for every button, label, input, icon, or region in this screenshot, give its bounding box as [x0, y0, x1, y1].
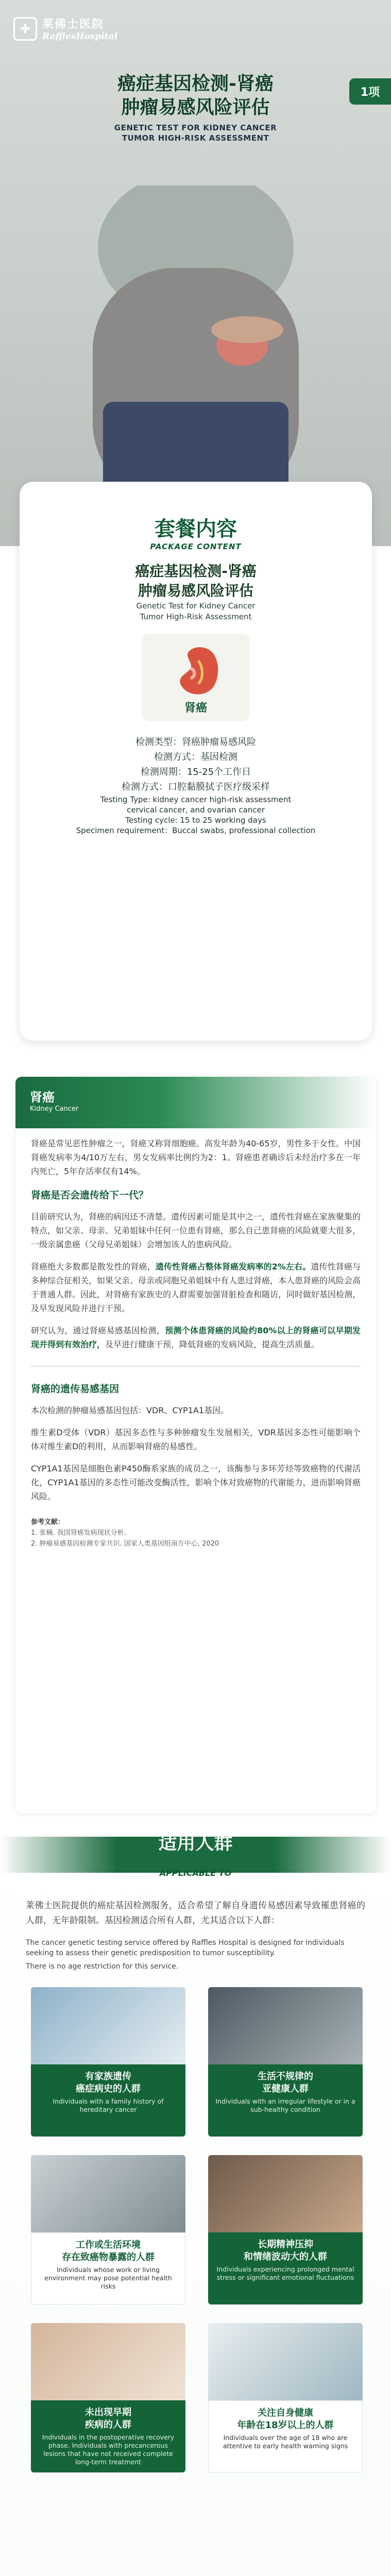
applicable-section [0, 1816, 391, 2576]
hero-title [0, 72, 391, 143]
gene-paragraph-3: CYP1A1基因是细胞色素P450酶系家族的成员之一，该酶参与多环芳烃等致癌物的代谢活化，CYP1A1基因的多态性可能改变酶活性，影响个体对致癌物的代谢能力，进而影响肾癌风险。 [31, 1464, 361, 1501]
p3-rest: 遗传性肾癌与多种综合征相关，如果父亲、母亲或同胞兄弟姐妹中有人患过肾癌，本人患肾癌的风险会高于普通人群。因此，对肾癌有家族史的人群需要加强肾脏检查和随访，同时做好基因检测，及早发现风险并进行干预。 [31, 1262, 361, 1313]
gene-paragraph-1: 本次检测的肿瘤易感基因包括：VDR、CYP1A1基因。 [31, 1405, 229, 1415]
hero-torso-illustration [62, 185, 330, 505]
photo-health-check [208, 2323, 363, 2405]
applicable-title: 适用人群 [158, 1832, 233, 1854]
tile-en: Individuals with a family history of hereditary cancer [53, 2097, 164, 2113]
p4-highlight: 预测个体患肾癌的风险约80%以上的肾癌可以早期发现并得到有效治疗， [31, 1326, 361, 1349]
audience-tile-stress [208, 2155, 363, 2304]
tile-title-line1: 关注自身健康 [258, 2408, 313, 2418]
brand-logo [13, 15, 117, 42]
intro-header [15, 1077, 376, 1128]
photo-factory-worker [31, 2155, 185, 2238]
detail-sampling: 检测方式：口腔黏膜拭子医疗级采样 [122, 782, 270, 792]
p4-text: 研究认为，通过肾癌易感基因检测， [31, 1326, 165, 1335]
audience-tile-subhealthy [208, 1987, 363, 2137]
intro-divider [31, 1366, 361, 1367]
gene-title: 肾癌的遗传易感基因 [31, 1383, 120, 1395]
audience-tile-recovery [31, 2323, 185, 2472]
detail-method: 检测方式：基因检测 [154, 752, 237, 762]
tile-en: Individuals experiencing prolonged mental stress or significant emotional fluctuations [216, 2265, 354, 2281]
tile-en: Individuals in the postoperative recovery phase. Individuals with precancerous lesions that have not received complete long-term treatment [42, 2433, 175, 2466]
tile-title-line2: 年龄在18岁以上的人群 [237, 2420, 334, 2431]
detail-en-2: cervical cancer, and ovarian cancer [127, 805, 265, 815]
intro-paragraph-1: 肾癌是常见恶性肿瘤之一，肾癌又称肾细胞癌。高发年龄为40-65岁，男性多于女性。中国肾癌发病率为4/10万左右，男女发病率比例约为2：1。肾癌患者确诊后未经治疗多在一年内死亡，5年存活率仅有14%。 [31, 1139, 361, 1176]
photo-patient-consult [31, 2323, 185, 2405]
package-details [20, 735, 372, 836]
hero-en-line1: GENETIC TEST FOR KIDNEY CANCER [114, 123, 277, 132]
intro-paragraph-4 [31, 1324, 361, 1351]
intro-title: 肾癌 [30, 1090, 55, 1105]
package-subtitle: PACKAGE CONTENT [150, 542, 242, 551]
applicable-banner [0, 1816, 391, 1893]
detail-type: 检测类型：肾癌肿瘤易感风险 [135, 737, 256, 748]
hero-banner [0, 0, 391, 546]
audience-grid [0, 1972, 391, 2472]
tile-title-line2: 癌症病史的人群 [76, 2083, 141, 2094]
photo-doctor-family [31, 1987, 185, 2070]
p3-text: 肾癌绝大多数都是散发性的肾癌， [31, 1262, 156, 1272]
package-en-line2: Tumor High-Risk Assessment [140, 612, 252, 621]
photo-stressed-person [208, 2155, 363, 2238]
tile-title-line1: 未出现早期 [85, 2407, 131, 2418]
refs-title: 参考文献： [31, 1518, 65, 1526]
package-title: 套餐内容 [155, 517, 237, 541]
hereditary-question: 肾癌是否会遗传给下一代？ [31, 1190, 149, 1201]
photo-tired-person [208, 1987, 363, 2070]
package-en-line1: Genetic Test for Kidney Cancer [136, 601, 256, 611]
detail-en-4: Specimen requirement：Buccal swabs, professional collection [76, 826, 316, 835]
applicable-age-note: There is no age restriction for this service. [26, 1962, 179, 1971]
p3-highlight: 遗传性肾癌占整体肾癌发病率的2%左右。 [155, 1262, 311, 1272]
item-count-tag: 1项 [349, 78, 391, 105]
package-name-line2: 肿瘤易感风险评估 [138, 582, 253, 599]
hero-en-line2: TUMOR HIGH-RISK ASSESSMENT [122, 133, 269, 143]
tile-en: Individuals over the age of 18 who are attentive to early health warning signs [223, 2434, 348, 2450]
intro-paragraph-2: 目前研究认为，肾癌的病因还不清楚。遗传因素可能是其中之一，遗传性肾癌在家族聚集的特点，如父亲、母亲、兄弟姐妹中任何一位患有肾癌，那么自己患肾癌的风险就要大很多，一级亲属患癌（父母兄弟姐妹）会增加该人的患病风险。 [31, 1212, 361, 1249]
tile-en: Individuals whose work or living environment may pose potential health risks [44, 2266, 172, 2290]
tile-title-line1: 长期精神压抑 [258, 2239, 313, 2250]
tile-title-line2: 存在致癌物暴露的人群 [62, 2252, 155, 2263]
applicable-description: 莱佛士医院提供的癌症基因检测服务，适合希望了解自身遗传易感因素导致罹患肾癌的人群，无年龄限制。基因检测适合所有人群，尤其适合以下人群： [26, 1901, 365, 1926]
p4-rest: 及早进行健康干预，降低肾癌的发病风险，提高生活质量。 [105, 1340, 320, 1349]
audience-tile-health-aware [208, 2323, 363, 2472]
tile-title-line1: 工作或生活环境 [76, 2240, 141, 2250]
detail-en-3: Testing cycle: 15 to 25 working days [125, 816, 266, 825]
gene-paragraph-2: 维生素D受体（VDR）基因多态性与多种肿瘤发生发展相关，VDR基因多态性可能影响个体对维生素D的利用，从而影响肾癌的易感性。 [31, 1428, 361, 1451]
detail-cycle: 检测周期：15-25个工作日 [140, 767, 251, 777]
organ-label: 肾癌 [184, 702, 207, 715]
detail-en-1: Testing Type: kidney cancer high-risk assessment [100, 795, 292, 804]
brand-en: RafflesHospital [42, 31, 118, 42]
reference-item: 1. 张楠. 我国肾癌发病现状分析. [31, 1529, 126, 1537]
applicable-description-en: The cancer genetic testing service offered by Raffles Hospital is designed for individuals seeking to assess their genetic predisposition to tumor susceptibility. [26, 1939, 345, 1957]
references [31, 1517, 361, 1549]
hero-title-line1: 癌症基因检测-肾癌 [117, 73, 274, 94]
hero-title-line2: 肿瘤易感风险评估 [121, 97, 270, 118]
kidney-illustration [142, 634, 250, 721]
tile-title-line2: 亚健康人群 [262, 2083, 309, 2094]
package-card [20, 482, 372, 1041]
tile-en: Individuals with an irregular lifestyle or in a sub-healthy condition [215, 2097, 355, 2113]
intro-title-en: Kidney Cancer [30, 1105, 79, 1113]
logo-icon: ✚ [13, 17, 37, 41]
package-name-line1: 癌症基因检测-肾癌 [135, 563, 257, 580]
kidney-cancer-intro [15, 1077, 376, 1814]
tile-title-line1: 有家族遗传 [85, 2071, 131, 2082]
intro-paragraph-3 [31, 1260, 361, 1315]
audience-tile-family-history [31, 1987, 185, 2137]
tile-title-line2: 和情绪波动大的人群 [244, 2251, 327, 2262]
audience-tile-exposure [31, 2155, 185, 2304]
reference-item: 2. 肿瘤易感基因检测专家共识. 国家人类基因组南方中心, 2020 [31, 1540, 219, 1548]
tile-title-line1: 生活不规律的 [258, 2071, 313, 2082]
tile-title-line2: 疾病的人群 [85, 2419, 131, 2430]
applicable-subtitle: APPLICABLE TO [159, 1868, 232, 1878]
kidney-icon [167, 642, 224, 699]
brand-cn: 莱佛士医院 [42, 18, 105, 31]
